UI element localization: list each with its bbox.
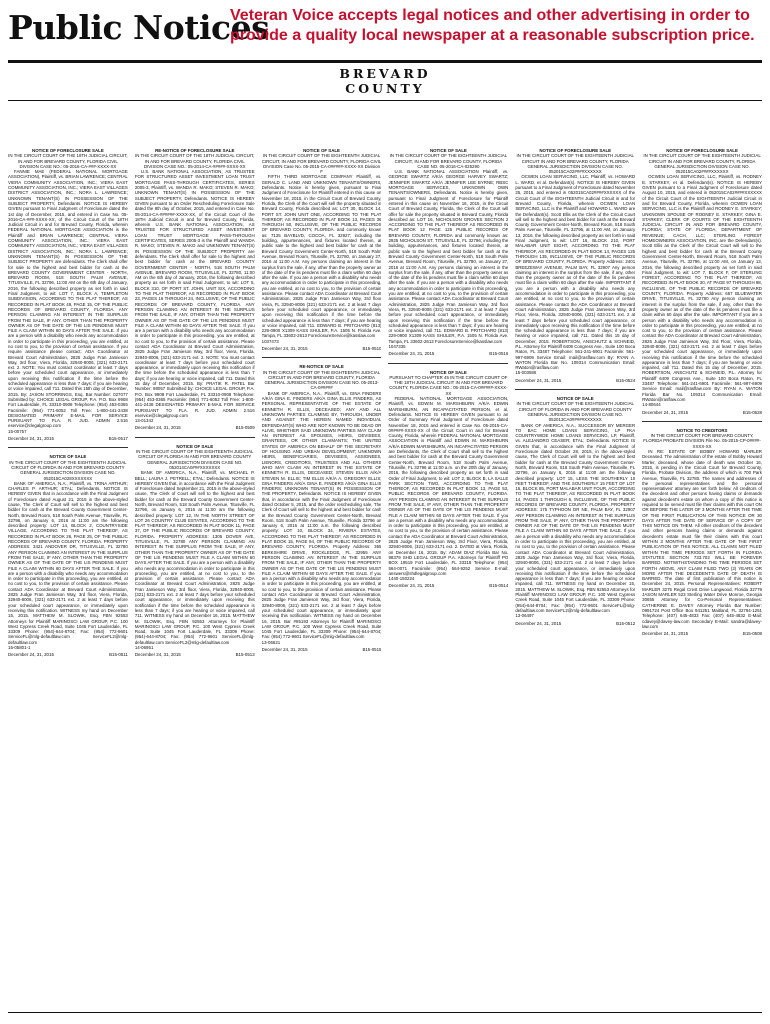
notice-code: B15-0514 [489,583,509,589]
notice-date: December 24, 31, 2015 [388,583,435,589]
notice-heading: NOTICE OF SALE [176,443,214,449]
masthead-block [8,4,762,60]
notice-divider [642,421,762,422]
notice-ref: 13-06497 [515,613,534,619]
column-1 [8,148,128,1008]
notice-body: U.S. BANK NATIONAL ASSOCIATION Plaintiff, vs. GEORGE SWARTZ A/K/A GEORGE HARVEY SWARTZ; JENNIFER SWARTZ A/K/A JENNIFER LEE BYRNE; RBSC MORTGAGE SERVICES, UNKNOWN OWN TENANTS/OWNERS, Defendants. Notice is hereby given, pursuant to Final Judgment of Foreclosure for Plaintiff entered in this cause on November 16, 2015, in the Circuit Court of Brevard County, Florida, the Clerk of the Court will offer for sale the property situated in Brevard County, Florida described as: LOT 16, NICHOLSON GROVES SECTION 2 ACCORDING TO THE PLAT THEREOF AS RECORDED IN PLAT BOOK 12 PAGE 125 PUBLIC RECORDS OF BREVARD COUNTY, FLORIDA and commonly known as: 2925 NICHOLSON ST, TITUSVILLE, FL 32796; including the building, appurtenances, and fixtures located therein, at public sale to the highest and best bidder for cash at the Brevard County Government Center-North, 518 South Palm Avenue, Brevard Room, Titusville, FL 32780, on January 27, 2016 at 11:00 A.M. Any persons claiming an interest in the surplus from the sale, if any, other than the property owner as of the date of the lis pendens must file a claim within 60 days after the sale. If you are a person with a disability who needs any accommodation in order to participate in this proceeding, you are entitled, at no cost to you, to the provision of certain assistance. Please contact ADA Coordinator at Brevard Court Administration, 2825 Judge Fran Jamieson Way, 3rd floor Viera, FL 32940-8006 (321) 633-2171 ext. 2 at least 7 days before your scheduled court appearance, or immediately upon receiving this notification if the time before the scheduled appearance is less than 7 days; if you are hearing or voice impaired, call 711. EDWARD B. PRITCHARD (813) 229-0900 X1309 KASS SHULER, P.A. 1505 N. Florida Ave. Tampa, FL 33602-2613 ForeclosureService@kasslaw.com [388,169,509,344]
notice-ref: 13-06621 [261,639,281,645]
notice-columns [8,148,762,1008]
notice-footer [262,647,382,652]
notice-court: IN THE CIRCUIT COURT FOR BREVARD COUNTY, FLORIDA PROBATE DIVISION File No. 05-2015-CP-0####-XXXX-XX [643,433,761,449]
notice-date: December 24, 31, 2015 [261,647,308,653]
notice [642,428,762,637]
notice-ref: 13-01342 [134,418,154,424]
section-title: Public Notices [8,8,270,47]
notice [515,148,635,383]
notice [8,148,128,441]
notice-code: B15-0517 [108,436,128,442]
notice-ref: 15-05801-1 [8,645,31,651]
notice-ref: 14-80644 [642,402,661,408]
notice-heading: NOTICE OF SALE [429,148,467,153]
notice-footer [262,346,382,351]
notice-ref: 1037473 [261,338,279,344]
notice-court: IN THE CIRCUIT COURT OF THE EIGHTEENTH JUDICIAL CIRCUIT OF FLORIDA IN AND FOR BREVARD COUNTY GENERAL JURISDICTION DIVISION CASE NO. 052014CA0###XXXXXXX [136,449,254,470]
notice-date: December 24, 31, 2015 [134,652,181,658]
notice-heading: NOTICE OF FORECLOSURE SALE [666,148,738,153]
notice-date: December 24, 31, 2015 [261,345,308,351]
notice-court: IN THE CIRCUIT COURT OF THE EIGHTEENTH JUDICIAL CIRCUIT OF FLORIDA IN AND FOR BREVARD COUNTY GENERAL JURISDICTION DIVISION CASE NO. 052013CA0#####XXXXXX [516,401,634,423]
notice-heading: NOTICE OF SALE [49,454,87,460]
notice [135,148,255,431]
notice-court: PURSUANT TO CHAPTER 45 IN THE CIRCUIT COURT OF THE 18TH JUDICIAL CIRCUIT IN AND FOR BREVARD COUNTY, FLORIDA CASE NO.: 05-2015-CA-0#####-XXXX-XX [389,374,508,396]
notice-body: BANK OF AMERICA, N.A., SUCCESSOR BY MERGER TO BAC HOME LOANS SERVICING, LP FKA COUNTRYWIDE HOME LOANS SERVICING, LP, Plaintiff, vs. ALEJANDRO CEASER; ETAL; Defendants. NOTICE IS GIVEN that, in accordance with the Final Judgment of Foreclosure dated October 28, 2015, in the above-styled cause, The Clerk of Court will sell to the highest and best bidder for cash at the Brevard County Government Center-North, Brevard Room, 518 South Palm Avenue, Titusville, FL 32796, on January 6, 2016 at 11:00 am the following described property: LOT 15, LESS THE SOUTHERLY 10 FEET THEREOF, AND THE SOUTHERLY 15 FEET OF LOT 16, BLOCK 85, PORT MALABAR UNIT FOUR, ACCORDING TO THE PLAT THEREOF, AS RECORDED IN PLAT BOOK 14, PAGES 1 THROUGH 6, INCLUSIVE, OF THE PUBLIC RECORDS OF BREVARD COUNTY, FLORIDA. PROPERTY ADDRESS: 175 TYPHOON DR NE, PALM BAY, FL 32907 ANY PERSON CLAIMING AN INTEREST IN THE SURPLUS FROM THE SALE, IF ANY, OTHER THAN THE PROPERTY OWNER AS OF THE DATE OF THE LIS PENDENS MUST FILE A CLAIM WITHIN 60 DAYS AFTER THE SALE. If you are a person with a disability who needs any accommodation in order to participate in this proceeding, you are entitled, at no cost to you, to the provision of certain assistance. Please contact ADA Coordinator at Brevard Court Administration, 2825 Judge Fran Jamieson Way, 3rd floor, Viera, Florida, 32940-8006, (321) 633-2171 ext. 2 at least 7 days before your scheduled court appearance, or immediately upon receiving this notification if the time before the scheduled appearance is less than 7 days; if you are hearing or voice impaired, call 711. WITNESS my hand on December 15, 2015. MATTHEW M. SLOWIK, Esq. FBN 92553 Attorneys for Plaintiff MARINOSCI LAW GROUP, P.C. 100 West Cypress Creek Road, Suite 1045 Fort Lauderdale, FL 33309 Phone: (954)-644-8704; Fax: (954) 772-9601 ServiceFL@mlg-defaultlaw.com ServiceFL2@mlg-defaultlaw.com [515,422,636,613]
notice-date: December 24, 31, 2015 [642,631,689,637]
notice-date: December 24, 31, 2015 [515,620,562,626]
notice-body: BANK OF AMERICA, N.A., Plaintiff, vs. TRINA ARTHUR; CHARLES P. ARTHUR; ETAL; Defendants. NOTICE IS HEREBY GIVEN that in accordance with the Final Judgment of Foreclosure dated August 21, 2015 in the above-styled cause, The Clerk of Court will sell to the highest and best bidder for cash at the Brevard County Government Center-North, Brevard Room, 518 South Palm Avenue, Titusville, FL 32796, on January 6, 2016 at 11:00 am the following described property: LOT 14, BLOCK 2, COUNTRYSIDE VILLAGE, ACCORDING TO THE PLAT THEREOF, AS RECORDED IN PLAT BOOK 26, PAGE 25, OF THE PUBLIC RECORDS OF BREVARD COUNTY, FLORIDA. PROPERTY ADDRESS: 3421 ANDOVER DR, TITUSVILLE, FL 32780 ANY PERSON CLAIMING AN INTEREST IN THE SURPLUS FROM THE SALE, IF ANY, OTHER THAN THE PROPERTY OWNER AS OF THE DATE OF THE LIS PENDENS MUST FILE A CLAIM WITHIN 60 DAYS AFTER THE SALE. If you are a person with a disability who needs any accommodation in order to participate in this proceeding, you are entitled, at no cost to you, to the provision of certain assistance. Please contact ADA Coordinator at Brevard Court Administration, 2825 Judge Fran Jamieson Way, 3rd floor, Viera, Florida, 32940-8006, (321) 633-2171 ext. 2 at least 7 days before your scheduled court appearance, or immediately upon receiving this notification. WITNESS my hand on December 15, 2015. MATTHEW M. SLOWIK, Esq. FBN 92553 Attorneys for Plaintiff MARINOSCI LAW GROUP, P.C. 100 West Cypress Creek Road, Suite 1045 Fort Lauderdale, FL 33309 Phone: (954)-644-8704; Fax: (954) 772-9601 ServiceFL@mlg-defaultlaw.com ServiceFL2@mlg-defaultlaw.com [8,480,128,645]
notice-code: B15-0515 [362,647,382,653]
notice [642,148,762,415]
notice-body: U.S. BANK NATIONAL ASSOCIATION, AS TRUSTEE FOR STRUCTURED ASSET INVESTMENT LOAN TRUST MORTGAGE PASS-THROUGH CERTIFICATES, SERIES 2005-3, Plaintiff, vs. WANDA R. MAKO; STEVEN R. MAKO; UNKNOWN TENANT(S) IN POSSESSION OF THE SUBJECT PROPERTY, Defendants. NOTICE IS HEREBY GIVEN pursuant to an Order Rescheduling Foreclosure Sale dated the 8th day of October, 2015, and entered in Case No. 05-2014-CA-######-XXXX-XX, of the Circuit Court of the 18TH Judicial Circuit in and for Brevard County, Florida, wherein U.S. BANK NATIONAL ASSOCIATION, AS TRUSTEE FOR STRUCTURED ASSET INVESTMENT LOAN TRUST MORTGAGE PASS-THROUGH CERTIFICATES, SERIES 2005-3 is the Plaintiff and WANDA R. MAKO; STEVEN R. MAKO and UNKNOWN TENANT(S) IN POSSESSION OF THE SUBJECT PROPERTY are defendants. The Clerk shall offer for sale to the highest and best bidder for cash at the BREVARD COUNTY GOVERNMENT CENTER - NORTH, 518 SOUTH PALM AVENUE, BREVARD ROOM, TITUSVILLE, FL 32780, 11:00 AM on the 6th day of January, 2016, the following described property as set forth in said Final Judgment, to wit: LOT 5, BLOCK 310, OF PORT ST. JOHN, UNIT SIX, ACCORDING TO THE PLAT THEREOF, AS RECORDED IN PLAT BOOK 23, PAGES 16 THROUGH 24, INCLUSIVE, OF THE PUBLIC RECORDS OF BREVARD COUNTY, FLORIDA. ANY PERSON CLAIMING AN INTEREST IN THE SURPLUS FROM THE SALE, IF ANY, OTHER THAN THE PROPERTY OWNER AS OF THE DATE OF THE LIS PENDENS MUST FILE A CLAIM WITHIN 60 DAYS AFTER THE SALE. If you are a person with a disability who needs any accommodation in order to participate in this proceeding, you are entitled, at no cost to you, to the provision of certain assistance. Please contact ADA Coordinator at Brevard Court Administration, 2825 Judge Fran Jamieson Way, 3rd floor, Viera, Florida, 32940-8006, (321) 633-2171 ext. 2. NOTE: You must contact coordinator at least 7 days before your scheduled court appearance, or immediately upon receiving this notification if the time before the scheduled appearance is less than 7 days; if you are hearing or voice impaired, call 711. Dated this 15 day of December, 2015. By: PRATIK R. PATEL Bar Number: 98057 Submitted by: CHOICE LEGAL GROUP, P.A. P.O. Box 9908 Fort Lauderdale, FL 33310-0908 Telephone: (954) 453-0365 Facsimile: (954) 771-6052 Toll Free: 1-800-441-2438 DESIGNATED PRIMARY E-MAIL FOR SERVICE PURSUANT TO FLA. R. JUD. ADMIN 2.516 eservice@clegalgroup.com [134,169,255,418]
notice-code: B15-0516 [489,351,509,357]
notice [388,370,508,589]
notice [8,454,128,657]
notice-code: B15-0524 [616,377,636,383]
notice-code: B15-0511 [109,652,128,658]
masthead-rule [8,60,762,63]
notice-footer [8,436,128,441]
notice-footer [515,621,635,626]
notice [262,148,382,351]
notice-footer [8,652,128,657]
column-6 [642,148,762,1008]
promo-text: Veteran Voice accepts legal notices and other advertising in order to provide a quality local newspaper at a reasonable subscription price. [230,7,755,44]
notice-footer [135,652,255,657]
notice-body: FIFTH THIRD MORTGAGE COMPANY Plaintiff, vs. GERALD C. LAND AND UNKNOWN TENANTS/OWNERS, Defendants. Notice is hereby given, pursuant to Final Judgment of Foreclosure for Plaintiff entered in this cause on November 18, 2015, in the Circuit Court of Brevard County, Florida, the Clerk of the Court will sell the property situated in Brevard County, Florida described as: LOT 30, BLOCK 14, PORT ST. JOHN UNIT ONE, ACCORDING TO THE PLAT THEREOF, AS RECORDED IN PLAT BOOK 13, PAGES 36 THROUGH 50, INCLUSIVE, OF THE PUBLIC RECORDS OF BREVARD COUNTY, FLORIDA. and commonly known as: 7125 BAYBLVD, COCOA, FL 32927; including the building, appurtenances, and fixtures located therein, at public sale to the highest and best bidder for cash at the Brevard County Government Center-North, 518 South Palm Avenue, Brevard Room, Titusville, FL 32780, on January 27, 2016 at 11:00 A.M. Any persons claiming an interest in the surplus from the sale, if any, other than the property owner as of the date of the lis pendens must file a claim within 60 days after the sale. If you are a person with a disability who needs any accommodation in order to participate in this proceeding, you are entitled, at no cost to you, to the provision of certain assistance. Please contact ADA Coordinator at Brevard Court Administration, 2825 Judge Fran Jamieson Way, 3rd floor Viera, FL 32940-8006 (321) 633-2171 ext. 2 at least 7 days before your scheduled court appearance, or immediately upon receiving this notification if the time before the scheduled appearance is less than 7 days; if you are hearing or voice impaired, call 711. EDWARD B. PRITCHARD (813) 229-0900 X1309 KASS SHULER, P.A. 1505 N. Florida Ave. Tampa, FL 33602-2613 ForeclosureService@kasslaw.com [261,174,382,339]
notice-court: IN THE CIRCUIT COURT OF THE EIGHTEENTH JUDICIAL CIRCUIT, IN AND FOR BREVARD COUNTY, FLORIDA CIVIL DIVISION Case No. 05-2015-CA-0#####-XXXX-XX Division F [261,153,382,175]
notice [515,396,635,626]
column-2 [135,148,255,1008]
notice-court: IN THE CIRCUIT COURT OF THE 18TH JUDICIAL CIRCUIT, IN AND FOR BREVARD COUNTY, FLORIDA CIVIL DIVISION CASE NO.: 05-2016-CA-###-XXXX-XX [8,153,128,169]
county-rule [8,100,762,101]
notice-code: B15-0508 [742,631,762,637]
notice [135,444,255,658]
notice-heading: NOTICE OF FORECLOSURE SALE [539,148,612,153]
notice-body: BANK OF AMERICA, N.A., Plaintiff, vs. GINA FINDERS A/K/A GINA E. FINDERS A/K/A GINA ELLIS FINDERS, AS PERSONAL REPRESENTATIVE OF THE ESTATE OF KENNETH R. ELLIS, DECEASED; ANY AND ALL UNKNOWN PARTIES CLAIMING BY, THROUGH, UNDER AND AGAINST THE HEREIN NAMED INDIVIDUAL DEFENDANT(S) WHO ARE NOT KNOWN TO BE DEAD OR ALIVE, WHETHER SAID UNKNOWN PARTIES MAY CLAIM AN INTEREST AS SPOUSES, HEIRS, DEVISEES, GRANTEES, OR OTHER CLAIMANTS; THE UNITED STATES OF AMERICA ON BEHALF OF THE SECRETARY OF HOUSING AND URBAN DEVELOPMENT; UNKNOWN HEIRS, BENEFICIARIES, DEVISEES, ASSIGNEES, LIENORS, CREDITORS, TRUSTEES AND ALL OTHERS WHO MAY CLAIM AN INTEREST IN THE ESTATE OF KENNETH R. ELLIS, DECEASED; STEVEN ELLIS A/K/A STEVEN M. ELLIS; TIM ELLIS A/K/A A. GREGORY ELLIS; GINA FINDERS A/K/A GINA E. FINDERS A/K/A GINA ELLIS FINDERS; UNKNOWN TENANT(S) IN POSSESSION OF THE PROPERTY, Defendants. NOTICE IS HEREBY GIVEN that, in accordance with the Final Judgment of Foreclosure dated October 5, 2015, and the order rescheduling sale, The Clerk of Court will sell to the highest and best bidder for cash at the Brevard County Government Center-North, Brevard Room, 518 South Palm Avenue, Titusville, Florida 32796 on January 6, 2016 at 11:00 a.m. the following described property: LOT 10, BLOCK 34, RIVIERA ESTATES, ACCORDING TO THE PLAT THEREOF, AS RECORDED IN PLAT BOOK 15, PAGE 94, OF THE PUBLIC RECORDS OF BREVARD COUNTY, FLORIDA. Property Address: 365 BERKSHIRE DRIVE, ROCKLEDGE, FL 32955 ANY PERSON CLAIMING AN INTEREST IN THE SURPLUS FROM THE SALE, IF ANY, OTHER THAN THE PROPERTY OWNER AS OF THE DATE OF THE LIS PENDENS MUST FILE A CLAIM WITHIN 60 DAYS AFTER THE SALE. If you are a person with a disability who needs any accommodation in order to participate in this proceeding, you are entitled, at no cost to you, to the provision of certain assistance. Please contact ADA Coordinator at Brevard Court Administration, 2825 Judge Fran Jamieson Way, 3rd floor, Viera, Florida, 32940-8006, (321) 633-2171 ext. 2 at least 7 days before your scheduled court appearance, or immediately upon receiving this notification. WITNESS my hand on December 16, 2015. Bar #85193 Attorneys for Plaintiff MARINOSCI LAW GROUP, P.C. 100 West Cypress Creek Road, Suite 1045 Fort Lauderdale, FL 33309 Phone: (954)-644-8704; Fax: (954) 772-9601 ServiceFL@mlg-defaultlaw.com [261,390,382,640]
notice-date: December 24, 31, 2015 [515,377,562,383]
notice-footer [388,351,508,356]
notice-court: IN THE CIRCUIT COURT OF THE 18TH JUDICIAL CIRCUIT, IN AND FOR BREVARD COUNTY, FLORIDA CIVIL DIVISION CASE NO.: 05-2014-CA-#####-XXXX-XX [135,153,255,169]
notice-divider [135,437,255,438]
notice-divider [388,363,508,364]
notice-divider [515,389,635,390]
notice-code: B15-0528 [742,409,762,415]
notice-body: FANNIE MAE (FEDERAL NATIONAL MORTGAGE ASSOCIATION), Plaintiff, vs. BRIAN LAWRENCE; CENTRAL VIERA COMMUNITY ASSOCIATION, INC.; VIERA EAST COMMUNITY ASSOCIATION, INC.; VIERA EAST VILLAGES DISTRICT ASSOCIATION, INC.; NORA L. LAWRENCE; UNKNOWN TENANT(S) IN POSSESSION OF THE SUBJECT PROPERTY, Defendants. NOTICE IS HEREBY GIVEN pursuant to Final Judgment of Foreclosure dated the 1st day of December, 2015, and entered in Case No. 05-2016-CA-###-XXXX-XX, of the Circuit Court of the 18TH Judicial Circuit in and for Brevard County, Florida, wherein FEDERAL NATIONAL MORTGAGE ASSOCIATION is the Plaintiff and BRIAN LAWRENCE; CENTRAL VIERA COMMUNITY ASSOCIATION, INC.; VIERA EAST COMMUNITY ASSOCIATION, INC.; VIERA EAST VILLAGES DISTRICT ASSOCIATION, INC.; NORA L. LAWRENCE; UNKNOWN TENANT(S) IN POSSESSION OF THE SUBJECT PROPERTY are defendants. The Clerk shall offer for sale to the highest and best bidder for cash at the BREVARD COUNTY GOVERNMENT CENTER - NORTH, BREVARD ROOM, 518 SOUTH PALM AVENUE, TITUSVILLE, FL 32796, 11:00 AM on the 6th day of January, 2016, the following described property as set forth in said Final Judgment, to wit: LOT 7, BLOCK A, TEMPLETON SUBDIVISION, ACCORDING TO THE PLAT THEREOF, AS RECORDED IN PLAT BOOK 49, PAGE 15, OF THE PUBLIC RECORDS OF BREVARD COUNTY, FLORIDA. ANY PERSON CLAIMING AN INTEREST IN THE SURPLUS FROM THE SALE, IF ANY, OTHER THAN THE PROPERTY OWNER AS OF THE DATE OF THE LIS PENDENS MUST FILE A CLAIM WITHIN 60 DAYS AFTER THE SALE. If you are a person with a disability who needs any accommodation in order to participate in this proceeding, you are entitled, at no cost to you, to the provision of certain assistance. If you require assistance please contact: ADA Coordinator at Brevard Court Administration, 2825 Judge Fran Jamieson Way, 3rd floor, Viera, Florida, 32940-8006, (321) 633-2171 ext. 2. NOTE: You must contact coordinator at least 7 days before your scheduled court appearance, or immediately upon receiving this notification if the time before the scheduled appearance is less than 7 days; if you are hearing or voice impaired, call 711. Dated this 15th day of December, 2015. By: JASON STORRINGS, Esq. Bar Number: 027077 Submitted by: CHOICE LEGAL GROUP, P.A. P.O. Box 9908 Fort Lauderdale, FL 33310-0908 Telephone: (954) 453-0365 Facsimile: (954) 771-6052 Toll Free: 1-800-441-2438 DESIGNATED PRIMARY E-MAIL FOR SERVICE PURSUANT TO FLA. R. JUD. ADMIN 2.516 eservice@clegalgroup.com [8,169,128,429]
notice-court: IN THE CIRCUIT COURT OF THE EIGHTEENTH JUDICIAL CIRCUIT IN AND FOR BREVARD COUNTY, FLORIDA GENERAL JURISDICTION DIVISION CASE NO. 052015CA02####XXXXXX [516,153,634,175]
notice-body: IN RE: ESTATE OF BOBBY HOWARD MARLER Deceased. The administration of the estate of Bobby Howard Marler, deceased, whose date of death was October 16, 2015, is pending in the Circuit Court for Brevard County, Florida, Probate Division, the address of which is 700 Park Avenue, Titusville, FL 32780. The names and addresses of the personal representatives and the personal representatives' attorney are set forth below. All creditors of the decedent and other persons having claims or demands against decedent's estate on whom a copy of this notice is required to be served must file their claims with this court ON OR BEFORE THE LATER OF 3 MONTHS AFTER THE TIME OF THE FIRST PUBLICATION OF THIS NOTICE OR 30 DAYS AFTER THE DATE OF SERVICE OF A COPY OF THIS NOTICE ON THEM. All other creditors of the decedent and other persons having claims or demands against decedent's estate must file their claims with this court WITHIN 3 MONTHS AFTER THE DATE OF THE FIRST PUBLICATION OF THIS NOTICE. ALL CLAIMS NOT FILED WITHIN THE TIME PERIODS SET FORTH IN FLORIDA STATUTES SECTION 733.702 WILL BE FOREVER BARRED. NOTWITHSTANDING THE TIME PERIODS SET FORTH ABOVE, ANY CLAIM FILED TWO (2) YEARS OR MORE AFTER THE DECEDENT'S DATE OF DEATH IS BARRED. The date of first publication of this notice is December 24, 2015. Personal Representatives: ROBERT MARLER 3275 Regal Crest Drive Longwood, Florida 32779 JASON MARLER 523 Sterling Water Drive Monroe, Georgia 30655 Attorney for Co-Personal Representatives: CATHERINE E. DAVEY Attorney Florida Bar Number: 0991724 Post Office Box 941251 Maitland, FL 32794-1251 Telephone: (407) 645-4833 Fax: (407) 645-4832 E-Mail: cdavey@davey-law.com Secondary E-Mail: sandra@davey-law.com [642,449,762,629]
column-3 [262,148,382,1008]
notice-footer [642,410,762,415]
notice-heading: NOTICE OF SALE [303,148,340,153]
notice-body: OCWEN LOAN SERVICING, LLC, Plaintiff, vs. RODNEY E. STARKEY, et al. Defendant(s). NOTICE IS HEREBY GIVEN pursuant to a Final Judgment of Foreclosure dated August 10, 2015, and entered in 052015CA02####XXXXXX of the Circuit Court of the EIGHTEENTH Judicial Circuit in and for Brevard County, Florida, wherein OCWEN LOAN SERVICING, LLC is the Plaintiff and RODNEY E. STARKEY; UNKNOWN SPOUSE OF RODNEY E. STARKEY; GINA E. STARKEY; CLERK OF COURTS OF THE EIGHTEENTH JUDICIAL CIRCUIT IN AND FOR BREVARD COUNTY, FLORIDA; STATE OF FLORIDA, DEPARTMENT OF REVENUE; CACH, LLC; STERLING FOREST HOMEOWNERS ASSOCIATION, INC. are the Defendant(s). Scott Ellis as the Clerk of the Circuit Court will sell to the highest and best bidder for cash at the Brevard County Government Center-North, Brevard Room, 518 South Palm Avenue, Titusville, FL 32796, at 11:00 AM, on January 13, 2016, the following described property as set forth in said Final Judgment, to wit: LOT 7, BLOCK F, OF STERLING FOREST, ACCORDING TO THE PLAT THEREOF, AS RECORDED IN PLAT BOOK 30, AT PAGE 97 THROUGH 98, INCLUSIVE, OF THE PUBLIC RECORDS OF BREVARD COUNTY, FLORIDA. Property Address: 657 BLUEWATER DRIVE, TITUSVILLE, FL 32780 Any person claiming an interest in the surplus from the sale, if any, other than the property owner as of the date of the lis pendens must file a claim within 60 days after the sale. IMPORTANT If you are a person with a disability who needs any accommodation in order to participate in this proceeding, you are entitled, at no cost to you, to the provision of certain assistance. Please contact the ADA Coordinator at Brevard Court Administration, 2825 Judge Fran Jamieson Way, 3rd Floor, Viera, Florida, 32940-8006, (321) 633-2171 ext. 2 at least 7 days before your scheduled court appearance, or immediately upon receiving this notification if the time before the scheduled appearance is less than 7 days; if you are hearing or voice impaired, call 711. Dated this 15 day of December, 2015. ROBERTSON, ANSCHUTZ & SCHNEID, P.L. Attorney for Plaintiff 6409 Congress Ave., Suite 100 Boca Raton, FL 33487 Telephone: 561-241-6901 Facsimile: 561-997-6909 Service Email: mail@rasflaw.com By: RYAN A. WATON Florida Bar No. 109314 Communication Email: RWaton@rasflaw.com [642,174,762,402]
notice-court: IN THE CIRCUIT COURT OF THE EIGHTEENTH JUDICIAL CIRCUIT, IN AND FOR BREVARD COUNTY, FLORIDA CASE NO. 05-2016-CA-025290 [389,153,508,169]
notice-date: December 24, 31, 2015 [8,652,54,658]
notice-ref: 15-00757 [8,428,27,434]
bottom-rule [8,1012,762,1013]
notice-footer [515,378,635,383]
notice-divider [262,357,382,358]
county-line-1: BREVARD [339,66,431,81]
notice-date: December 24, 31, 2015 [134,425,181,431]
notice-date: December 24, 31, 2015 [642,409,689,415]
notice-heading: RE-NOTICE OF SALE [299,364,344,370]
notice-heading: NOTICE OF SALE [429,369,467,375]
notice-date: December 24, 31, 2015 [8,436,54,442]
notice-heading: NOTICE TO CREDITORS [676,427,728,433]
notice-ref: 1440-150224 [388,576,415,582]
notice-footer [388,583,508,588]
notice-body: FEDERAL NATIONAL MORTGAGE ASSOCIATION, Plaintiff, vs. EDWIN M. MARSHBURN A/K/A EDWIN MARSHBURN, AN INCAPACITATED PERSON, et al, Defendants. NOTICE IS HEREBY GIVEN pursuant to an Order of Summary Final Judgment of Foreclosure dated November 18, 2015 and entered in Case No. 05-2015-CA-0#####-XXXX-XX of the Circuit Court in and for Brevard County, Florida, wherein FEDERAL NATIONAL MORTGAGE ASSOCIATION is Plaintiff and EDWIN M. MARSHBURN A/K/A EDWIN MARSHBURN, AN INCAPACITATED PERSON are Defendants, the Clerk of Court shall sell to the highest and best bidder for cash at the Brevard County Government Center-North, Brevard Room, 518 South Palm Avenue, Titusville, FL 32796 at 11:00 a.m. on the 20th day of January, 2016, the following described property as set forth in said Order of Final Judgment, to wit: LOT 2, BLOCK B, LA SALLE PARK SECTION TWO, ACCORDING TO THE PLAT THEREOF, AS RECORDED IN PLAT BOOK 13, PAGE 53, PUBLIC RECORDS OF BREVARD COUNTY, FLORIDA. ANY PERSON CLAIMING AN INTEREST IN THE SURPLUS FROM THE SALE, IF ANY, OTHER THAN THE PROPERTY OWNER AS OF THE DATE OF THE LIS PENDENS MUST FILE A CLAIM WITHIN 60 DAYS AFTER THE SALE. If you are a person with a disability who needs any accommodation in order to participate in this proceeding, you are entitled, at no cost to you, to the provision of certain assistance. Please contact the ADA Coordinator at Brevard Court Administration, 2825 Judge Fran Jamieson Way, 3rd Floor, Viera, Florida, 32940-8006, (321) 633-2171 ext. 2. DATED at Viera, Florida, on December 16, 2015. By: ADAM DIAZ Florida Bar No. 98379 SHD LEGAL GROUP P.A. Attorneys for Plaintiff PO BOX 19519 Fort Lauderdale, FL 33318 Telephone: (954) 564-0071 Facsimile: (954) 564-9252 Service E-mail: answers@shdlegalgroup.com [388,396,509,576]
notice-body: BANK OF AMERICA, N.A., Plaintiff, vs. MICHAEL P. BELL; LAURA J. PETRELL; ETAL; Defendants. NOTICE IS HEREBY GIVEN that, in accordance with the Final Judgment of Foreclosure dated September 21, 2015 in the above-styled cause, The Clerk of Court will sell to the highest and best bidder for cash at the Brevard County Government Center-North, Brevard Room, 518 South Palm Avenue, Titusville, FL 32796, on January 6, 2016 at 11:00 am the following described property: LOT 12, IN THE NORTH STREET OF LOT 26 COUNTRY CLUB ESTATES, ACCORDING TO THE PLAT THEREOF, AS RECORDED IN PLAT BOOK 11, PAGE 37, OF THE PUBLIC RECORDS OF BREVARD COUNTY, FLORIDA. PROPERTY ADDRESS: 1305 DOVER AVE, TITUSVILLE, FL 32780 ANY PERSON CLAIMING AN INTEREST IN THE SURPLUS FROM THE SALE, IF ANY, OTHER THAN THE PROPERTY OWNER AS OF THE DATE OF THE LIS PENDENS MUST FILE A CLAIM WITHIN 60 DAYS AFTER THE SALE. If you are a person with a disability who needs any accommodation in order to participate in this proceeding, you are entitled, at no cost to you, to the provision of certain assistance. Please contact ADA Coordinator at Brevard Court Administration, 2825 Judge Fran Jamieson Way, 3rd floor, Viera, Florida, 32940-8006, (321) 633-2171 ext. 2 at least 7 days before your scheduled court appearance, or immediately upon receiving this notification if the time before the scheduled appearance is less than 7 days; if you are hearing or voice impaired, call 711. WITNESS my hand on December 16, 2015. MATTHEW M. SLOWIK, Esq. FBN 92553 Attorneys for Plaintiff MARINOSCI LAW GROUP, P.C. 100 West Cypress Creek Road, Suite 1045 Fort Lauderdale, FL 33309 Phone: (954)-644-8704; Fax: (954) 772-9601 ServiceFL@mlg-defaultlaw.com ServiceFL2@mlg-defaultlaw.com [134,470,255,645]
notice-footer [135,425,255,430]
notice-heading: NOTICE OF SALE [556,396,594,402]
notice-ref: 15-003586 [515,370,537,376]
notice-heading: NOTICE OF FORECLOSURE SALE [32,148,104,153]
notice-court: IN THE CIRCUIT COURT OF THE EIGHTEENTH JUDICIAL CIRCUIT OF FLORIDA IN AND FOR BREVARD COUNTY GENERAL JURISDICTION DIVISION CASE NO. 052015CA028XXXXXXX [9,459,127,481]
notice-body: OCWEN LOAN SERVICING, LLC, Plaintiff, vs. HOWARD L. WARD, et al. Defendant(s). NOTICE IS HEREBY GIVEN pursuant to a Final Judgment of Foreclosure dated November 25, 2015, and entered in 052015CA02####XXXXXX of the Circuit Court of the EIGHTEENTH Judicial Circuit in and for Brevard County, Florida, wherein OCWEN LOAN SERVICING, LLC is the Plaintiff and HOWARD L. WARD are the Defendant(s). Scott Ellis as the Clerk of the Circuit Court will sell to the highest and best bidder for cash at the Brevard County Government Center-North, Brevard Room, 518 South Palm Avenue, Titusville, FL 32796, at 11:00 AM, on January 13, 2016, the following described property as set forth in said Final Judgment, to wit: LOT 16, BLOCK 210, PORT MALABAR UNIT EIGHT, ACCORDING TO THE PLAT THEREOF, AS RECORDED IN PLAT BOOK 14, PAGES 125 THROUGH 135, INCLUSIVE, OF THE PUBLIC RECORDS OF BREVARD COUNTY, FLORIDA. Property Address: 2401 BREEZEWAY AVENUE, PALM BAY, FL 32907 Any person claiming an interest in the surplus from the sale, if any, other than the property owner as of the date of the lis pendens must file a claim within 60 days after the sale. IMPORTANT If you are a person with a disability who needs any accommodation in order to participate in this proceeding, you are entitled, at no cost to you, to the provision of certain assistance. Please contact the ADA Coordinator at Brevard Court Administration, 2825 Judge Fran Jamieson Way, 3rd Floor, Viera, Florida, 32940-8006, (321) 633-2171 ext. 2 at least 7 days before your scheduled court appearance, or immediately upon receiving this notification if the time before the scheduled appearance is less than 7 days; if you are hearing or voice impaired, call 711. Dated this 15 day of December, 2015. ROBERTSON, ANSCHUTZ & SCHNEID, P.L. Attorney for Plaintiff 6409 Congress Ave., Suite 100 Boca Raton, FL 33487 Telephone: 561-241-6901 Facsimile: 561-997-6909 Service Email: mail@rasflaw.com By: RYAN A. WATON Florida Bar No. 109314 Communication Email: RWaton@rasflaw.com [515,174,636,371]
notice-footer [642,631,762,636]
notice-date: December 24, 31, 2015 [388,351,435,357]
notice [388,148,508,357]
notice-code: B15-0512 [616,620,636,626]
notice-divider [8,447,128,448]
notice [262,364,382,652]
notice-heading: RE-NOTICE OF FORECLOSURE SALE [155,148,235,153]
column-5 [515,148,635,1008]
notice-code: B15-0513 [235,652,255,658]
notice-ref: 1047335 [388,343,406,349]
notice-code: B15-0510 [362,345,382,351]
county-line-2: COUNTY [345,81,425,96]
county-heading [0,66,770,96]
notice-court: IN THE CIRCUIT COURT OF THE EIGHTEENTH JUDICIAL CIRCUIT IN AND FOR BREVARD COUNTY, FLORIDA GENERAL JURISDICTION DIVISION CASE NO. 05-2013-CA-0##### [262,369,381,391]
notice-code: B15-0509 [235,425,255,431]
column-4 [388,148,508,1008]
notice-ref: 14-06951 [134,645,154,651]
notice-court: IN THE CIRCUIT COURT OF THE EIGHTEENTH JUDICIAL CIRCUIT IN AND FOR BREVARD COUNTY, FLORIDA GENERAL JURISDICTION DIVISION CASE NO. 052015CA02####XXXXXX [643,153,761,175]
